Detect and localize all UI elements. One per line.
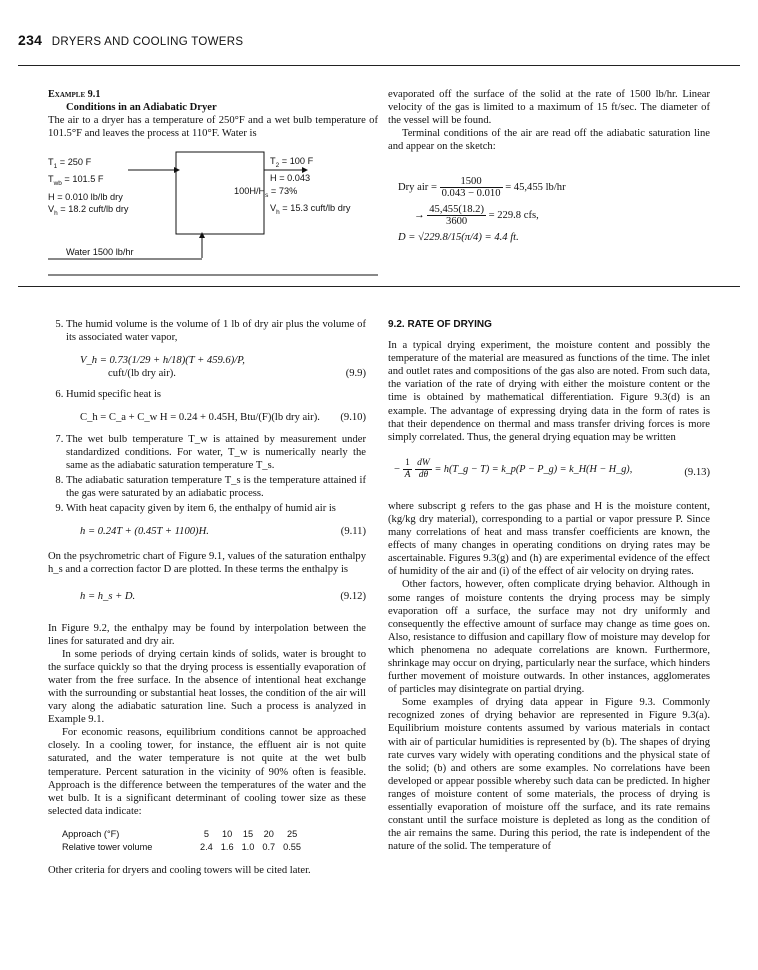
list-item-9: 9. With heat capacity given by item 6, the enthalpy of humid air is: [66, 502, 366, 515]
left-para-1: On the psychrometric chart of Figure 9.1, values of the saturation enthalpy h_s and a correction factor D are plotted. In these terms the enthalpy is: [48, 551, 366, 576]
inlet-conditions: [48, 156, 128, 220]
section-heading: 9.2. RATE OF DRYING: [388, 319, 492, 330]
equation-9-9: V_h = 0.73(1/29 + h/18)(T + 459.6)/P, cuft/(lb dry air). (9.9): [80, 355, 366, 380]
property-list: [48, 318, 366, 515]
table-row: Approach (°F) 5 10 15 20 25: [62, 828, 298, 839]
list-item-8: 8. The adiabatic saturation temperature T_s is the temperature attained if the gas were saturated by an adiabatic process.: [66, 474, 366, 500]
list-item-6: 6. Humid specific heat is C_h = C_a + C_w H = 0.24 + 0.45H, Btu/(F)(lb dry air). (9.10): [66, 388, 366, 424]
running-title: DRYERS AND COOLING TOWERS: [51, 36, 244, 48]
dryer-sketch: [48, 140, 378, 280]
example-title: Conditions in an Adiabatic Dryer: [66, 102, 217, 114]
approach-table-wrap: [62, 828, 366, 854]
list-item-5: 5. The humid volume is the volume of 1 lb of dry air plus the volume of its associated water vapor, V_h = 0.73(1/29 + h/18)(T + 459.6)/P, cuft/(lb dry air). (9.9): [66, 318, 366, 380]
running-header: [18, 32, 243, 48]
inlet-volume: $V_h = 18.2$ cuft/lb dry: [48, 204, 129, 217]
water-arrowhead: [199, 232, 205, 238]
right-para-3: Other factors, however, often complicate drying behavior. Although in some ranges of moisture contents the drying process may be simply evaporation off a surface, the surface may not dry uniformly and consequently the effective amount of surface may change as time goes on. Also, resistance to diffusion and capillary flow of moisture may develop for which phenomena no adequate correlations are known. Furthermore, shrinkage may occur on drying, particularly near the surface, which hinders further movement of moisture outwards. In other instances, agglomerates of particles may disintegrate on partial drying.: [388, 579, 710, 696]
example-text-2: evaporated off the surface of the solid at the rate of 1500 lb/hr. Linear velocity of the gas is limited to a maximum of 15 ft/sec. The diameter of the vessel will be found.: [388, 89, 710, 127]
outlet-humidity: H = 0.043: [270, 173, 311, 184]
equation-9-10: C_h = C_a + C_w H = 0.24 + 0.45H, Btu/(F)(lb dry air). (9.10): [80, 412, 366, 424]
example-text-3: Terminal conditions of the air are read off the adiabatic saturation line and appear on the sketch:: [388, 128, 710, 153]
table-row: Relative tower volume 2.4 1.6 1.0 0.7 0.55: [62, 842, 302, 852]
inlet-wetbulb: $T_{wb} = 101.5$ F: [48, 174, 104, 188]
example-label: Example 9.1: [48, 89, 101, 100]
equation-9-11: h = 0.24T + (0.45T + 1100)H. (9.11): [80, 526, 366, 538]
header-rule: [18, 65, 740, 66]
right-para-1: In a typical drying experiment, the moisture content and possibly the temperature of the material are measured as functions of the time. The inlet and outlet rates and compositions of the gas also are noted. From such data, the variation of the rate of drying with either the moisture content or the time is obtained by mathematical differentiation. Figure 9.3(d) is an example. The advantage of expressing drying data in the form of rates is that their dependence on thermal and mass transfer driving forces is more simply correlated. Thus, the general drying equation may be written: [388, 340, 710, 443]
example-end-rule: [18, 286, 740, 287]
outlet-conditions: [234, 155, 350, 219]
example-left: [48, 88, 378, 140]
outlet-temp: $T_2 = 100$ F: [270, 156, 314, 169]
left-para-5: Other criteria for dryers and cooling towers will be cited later.: [48, 865, 311, 877]
outlet-saturation: $100H/H_s = 73\%$: [234, 185, 298, 199]
left-column: [48, 318, 366, 877]
calc-cfs: → $\frac{45,455(18.2)}{3600}$ = 229.8 cfs,: [414, 204, 539, 227]
calc-diameter: D = √229.8/15(π/4) = 4.4 ft.: [398, 232, 519, 243]
example-calculations: [398, 176, 710, 243]
water-label: Water 1500 lb/hr: [66, 247, 134, 257]
list-item-7: 7. The wet bulb temperature T_w is attained by measurement under standardized conditions. For water, T_w is numerically nearly the same as the adiabatic saturation temperature T_s.: [66, 433, 366, 472]
inlet-arrowhead: [174, 167, 180, 173]
left-para-3: In some periods of drying certain kinds of solids, water is brought to the surface quickly so that the drying process is essentially evaporation of water from the free surface. In the absence of intentional heat exchange with the surrounding or substantial heat losses, the condition of the air will vary along the adiabatic saturation line. Such a process is analyzed in Example 9.1.: [48, 648, 366, 726]
right-para-4: Some examples of drying data appear in Figure 9.3. Commonly recognized zones of drying behavior are represented in Figure 9.3(a). Equilibrium moisture contents assumed by various materials in contact with air of particular humidities is represented by (b). The shapes of drying rate curves vary widely with operating conditions and the physical state of the solid; (b) and others are some examples. No correlations have been developed or appear possible whereby such data can be predicted. In higher ranges of moisture content of some materials, the process of drying is essentially evaporation of moisture off the surface, and its rate remains constant until the surface moisture is depleted as long as the condition of the air remains the same. During this period, the rate is independent of the nature of the solid. The temperature of: [388, 697, 710, 853]
example-text-1: The air to a dryer has a temperature of 250°F and a wet bulb temperature of 101.5°F and leaves the process at 110°F. Water is: [48, 115, 378, 140]
calc-dry-air: Dry air = $\frac{1500}{0.043 - 0.010}$ = 45,455 lb/hr: [398, 176, 566, 199]
example-right: [388, 88, 710, 153]
page-number: 234: [18, 32, 43, 48]
outlet-volume: $V_h = 15.3$ cuft/lb dry: [270, 203, 351, 216]
inlet-temp: $T_1 = 250$ F: [48, 157, 92, 170]
left-para-4: For economic reasons, equilibrium conditions cannot be approached closely. In a cooling tower, for instance, the effluent air is not quite saturated, and the water temperature is not quite at the wet bulb temperature. Percent saturation in the vicinity of 90% often is feasible. Approach is the difference between the temperatures of the water and the wet bulb. It is a significant determinant of cooling tower size as these selected data indicate:: [48, 727, 366, 817]
equation-9-13: − $\frac{1}{A}$ $\frac{dW}{d\theta}$ = h(T_g − T) = k_p(P − P_g) = k_H(H − H_g), (9.13): [394, 457, 710, 480]
approach-table: [62, 828, 309, 854]
right-column: [388, 318, 710, 853]
left-para-2: In Figure 9.2, the enthalpy may be found by interpolation between the lines for saturated and dry air.: [48, 622, 366, 647]
right-para-2: where subscript g refers to the gas phase and H is the moisture content, (kg/kg dry material), corresponding to a partial or vapor pressure P. Since many correlations of heat and mass transfer coefficients are known, the effects of many changes in operating conditions on drying rates may be ascertainable. Figures 9.3(g) and (h) are experimental evidence of the effect of humidity of the air and (i) of the effect of air velocity on drying rates.: [388, 500, 710, 578]
inlet-humidity: H = 0.010 lb/lb dry: [48, 191, 123, 202]
equation-9-12: h = h_s + D. (9.12): [80, 591, 366, 603]
